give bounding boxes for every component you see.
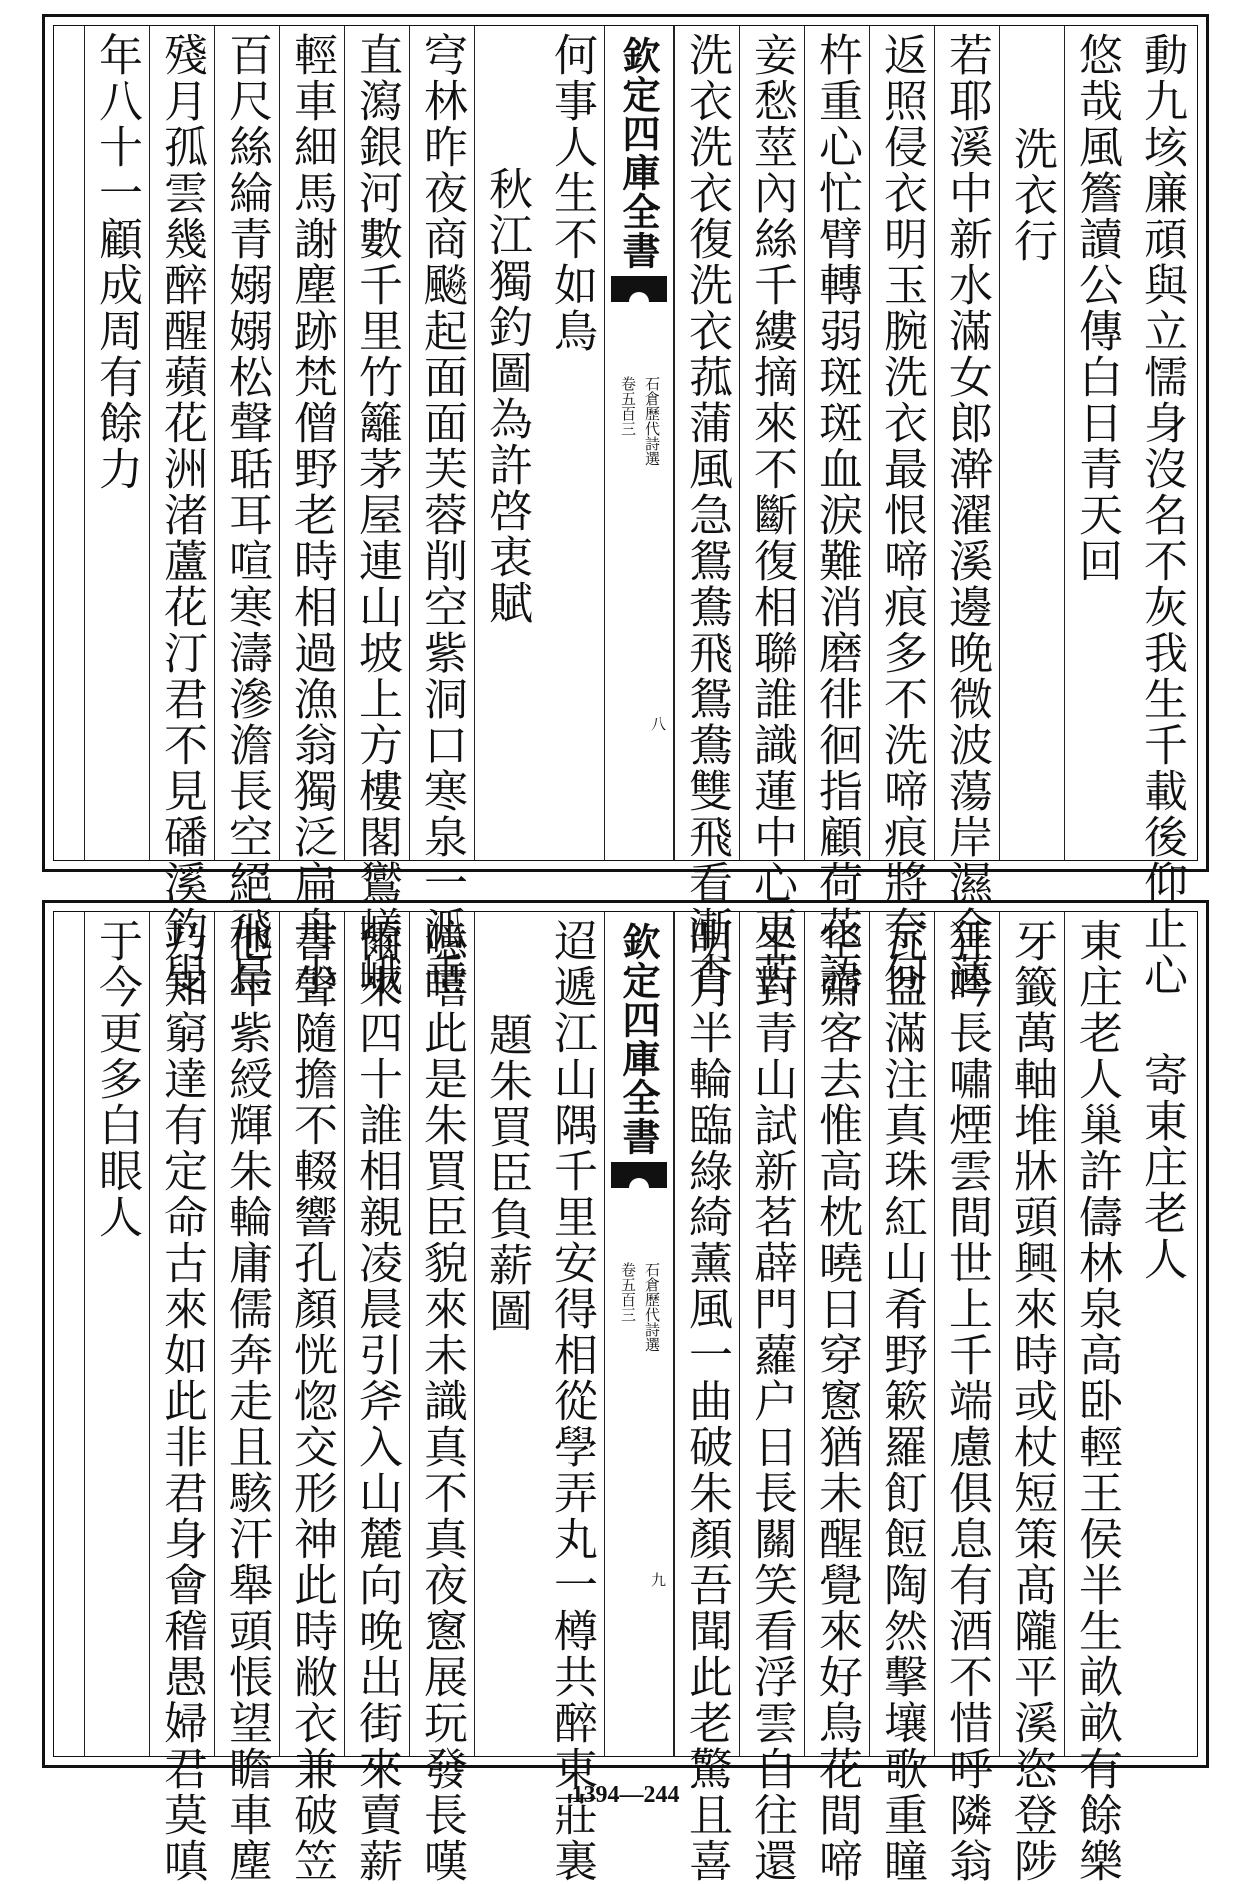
poem-title: 寄東庄老人 [1136,1052,1187,1282]
text-column [214,912,278,1884]
column-text: 悠哉風簷讀公傳白日青天回 [1071,32,1122,584]
column-text: 穹林昨夜商飈起面面芙蓉削空紫洞口寒泉一泒垂 [416,32,467,998]
text-column [1064,26,1128,860]
leaf-number: 八 [649,716,667,731]
column-text: 瓦盆滿注真珠紅山肴野簌羅飣餖陶然擊壤歌重瞳 [876,918,927,1884]
heading-column [1129,912,1193,1756]
text-column [869,26,933,998]
text-column [344,26,408,998]
column-text: 書聲隨擔不輟響孔顏恍惚交形神此時敝衣兼破笠 [286,918,337,1884]
collection-title: 欽定四庫全書 [616,36,661,270]
text-column [1064,912,1128,1884]
fish-tail-mark [611,276,667,302]
volume-number: 卷五百三 [619,376,637,436]
text-column [539,26,603,860]
text-column [674,912,738,1884]
fish-tail-mark [611,1162,667,1188]
column-text: 直瀉銀河數千里竹籬茅屋連山坡上方樓閣鸑嵯峨 [351,32,402,998]
text-column [869,912,933,1884]
text-column [674,26,738,998]
collection-title: 欽定四庫全書 [616,922,661,1156]
column-text: 牙籤萬軸堆牀頭興來時或杖短策髙隴平溪恣登陟 [1006,918,1057,1884]
column-text: 乃知窮達有定命古來如此非君身會稽愚婦君莫嗔 [156,918,207,1884]
poem-title: 洗衣行 [1006,126,1057,264]
column-text: 明月半輪臨綠綺薰風一曲破朱顏吾聞此老驚且喜 [681,918,732,1884]
heading-column [999,26,1063,860]
column-text: 年八十一顧成周有餘力 [91,32,142,492]
text-column [344,912,408,1884]
column-text: 空齋客去惟高枕曉日穿窻猶未醒覺來好鳥花間啼 [811,918,862,1884]
column-text: 他年紫綬輝朱輪庸儒奔走且駭汗舉頭悵望瞻車塵 [221,918,272,1884]
text-column [739,26,803,998]
column-text: 輕車細馬謝塵跡梵僧野老時相過漁翁獨泛扁舟小 [286,32,337,998]
column-text: 妾愁莖內絲千縷摘來不斷復相聯誰識蓮中心更苦 [746,32,797,998]
text-column [84,912,148,1756]
page-number: 1394—244 [571,1782,680,1808]
poem-title: 題朱買臣負薪圖 [481,1012,532,1334]
top-page-frame [53,25,1198,998]
column-text: 東庄老人巢許儔林泉高卧輕王侯半生畝畝有餘樂 [1071,918,1122,1884]
column-text: 坐對青山試新茗薜門蘿户日長關笑看浮雲自往還 [746,918,797,1884]
column-text: 殘月孤雲幾醉醒蘋花洲渚蘆花汀君不見磻溪釣叟 [156,32,207,998]
column-text: 返照侵衣明玉腕洗衣最恨啼痕多不洗啼痕將奈何 [876,32,927,998]
column-text: 若耶溪中新水滿女郎澣濯溪邊晚微波蕩岸濕金蓮 [941,32,992,998]
center-fold [604,912,674,1756]
text-column [934,26,998,998]
center-fold [604,26,674,860]
text-column [539,912,603,1884]
text-column [739,912,803,1884]
column-text: 何事人生不如鳥 [546,32,597,354]
column-text: 狂吟長嘯煙雲間世上千端慮俱息有酒不惜呼隣翁 [941,918,992,1884]
text-column [409,912,473,1884]
column-text: 于今更多白眼人 [91,918,142,1240]
column-text: 洗衣洗衣復洗衣菰蒲風急鴛鴦飛鴛鴦雙飛看漸杳 [681,32,732,998]
column-text: 杵重心忙臂轉弱斑斑血淚難消磨徘徊指顧荷花語 [811,32,862,998]
column-text: 百尺絲綸青嫋嫋松聲聒耳喧寒濤滲澹長空絕飛鳥 [221,32,272,998]
text-column [934,912,998,1884]
leaf-number: 九 [649,1572,667,1587]
heading-column [474,26,538,860]
book-title: 石倉歷代詩選 [643,1262,661,1352]
volume-number: 卷五百三 [619,1262,637,1322]
column-text: 爾來四十誰相親凌晨引斧入山麓向晚出街來賣薪 [351,918,402,1884]
text-column [84,26,148,860]
book-title: 石倉歷代詩選 [643,376,661,466]
text-column [804,912,868,1884]
text-column [149,912,213,1884]
text-column [214,26,278,998]
text-column [149,26,213,998]
heading-column [474,912,538,1756]
top-page-panel [42,14,1209,998]
text-column [804,26,868,998]
text-column [1129,26,1193,998]
text-column [999,912,1063,1884]
text-column [279,26,343,998]
column-text: 動九垓廉頑與立懦身沒名不灰我生千載後仰止心 [1136,32,1187,998]
column-text: 噫嘻此是朱買臣貌來未識真不真夜窻展玩發長嘆 [416,918,467,1884]
text-column [279,912,343,1884]
text-column [409,26,473,998]
column-text: 迢遞江山隅千里安得相從學弄丸一樽共醉東莊裏 [546,918,597,1884]
poem-title: 秋江獨釣圖為許啓衷賦 [481,166,532,626]
